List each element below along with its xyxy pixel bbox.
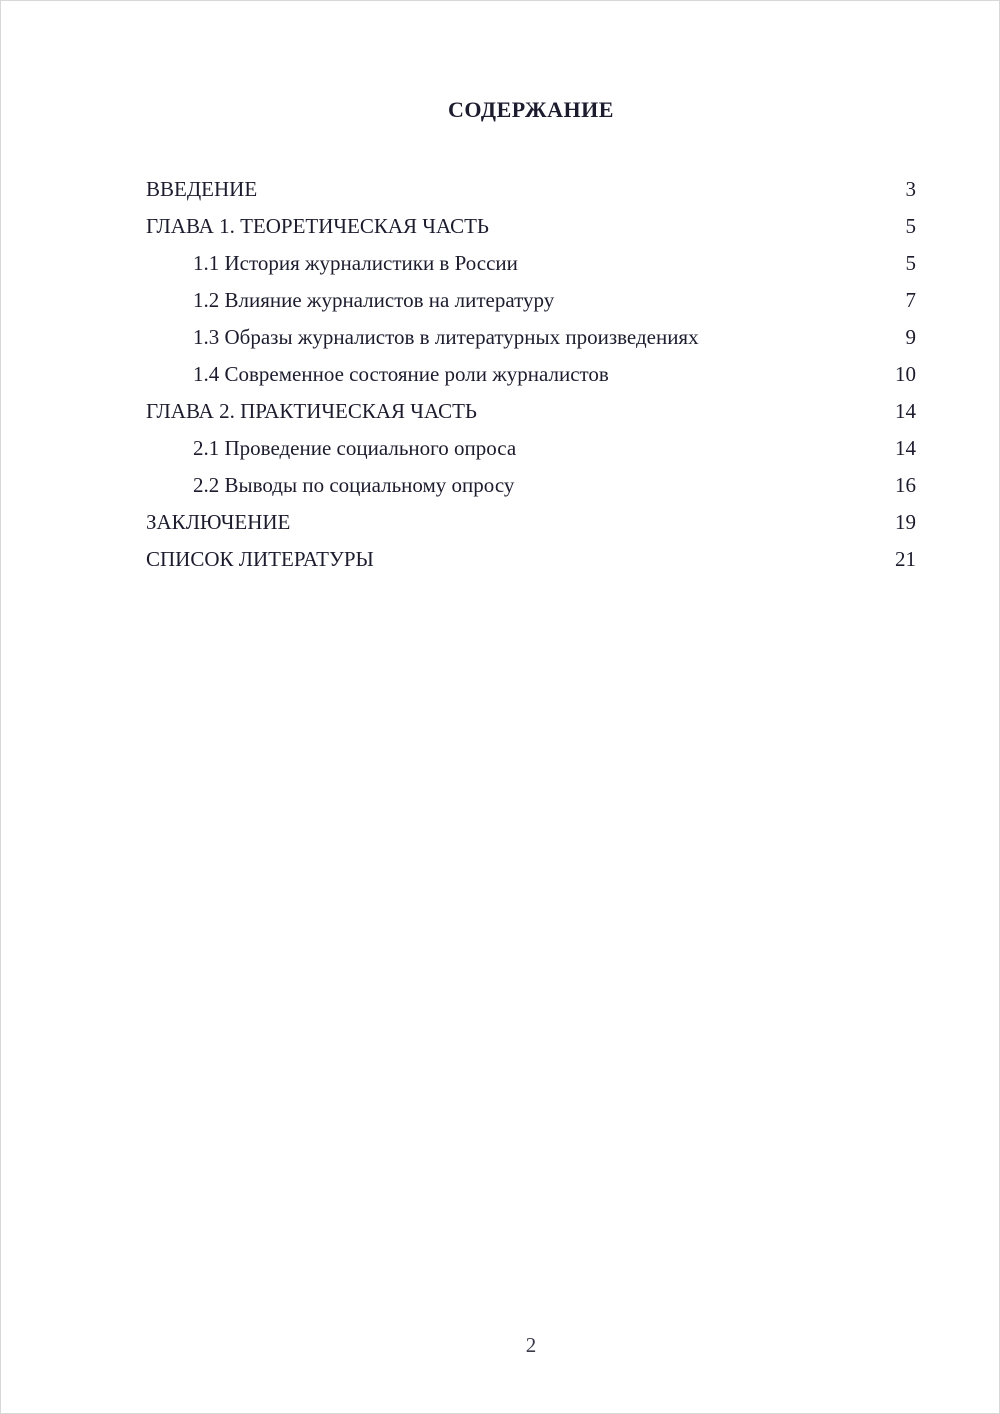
- toc-entry-label: ГЛАВА 1. ТЕОРЕТИЧЕСКАЯ ЧАСТЬ: [146, 214, 489, 238]
- toc-entry-page: 19: [895, 510, 916, 534]
- footer-page-number: 2: [525, 1333, 537, 1357]
- toc-entry-page: 7: [905, 288, 916, 312]
- toc-entry-label: 2.1 Проведение социального опроса: [193, 436, 517, 460]
- toc-entry-page: 5: [905, 214, 916, 238]
- toc-entry-label: 1.4 Современное состояние роли журналистов: [193, 362, 609, 386]
- toc-entry: [146, 356, 916, 393]
- toc-entry-page: 21: [895, 547, 916, 571]
- toc-entry-page: 14: [895, 436, 916, 460]
- toc-entry: [146, 430, 916, 467]
- toc-entry-label: 1.1 История журналистики в России: [193, 251, 518, 275]
- toc-entry-label: 2.2 Выводы по социальному опросу: [193, 473, 515, 497]
- page-title: СОДЕРЖАНИЕ: [448, 97, 614, 122]
- toc-entry-label: СПИСОК ЛИТЕРАТУРЫ: [146, 547, 374, 571]
- toc-entry: [146, 208, 916, 245]
- toc-entry-label: 1.2 Влияние журналистов на литературу: [193, 288, 555, 312]
- toc-entry-page: 16: [895, 473, 916, 497]
- toc-entry-label: ГЛАВА 2. ПРАКТИЧЕСКАЯ ЧАСТЬ: [146, 399, 477, 423]
- toc-entry-page: 9: [905, 325, 916, 349]
- toc-entry-page: 14: [895, 399, 916, 423]
- toc-entry-label: ЗАКЛЮЧЕНИЕ: [146, 510, 291, 534]
- toc-entry: [146, 171, 916, 208]
- toc-entry: [146, 393, 916, 430]
- toc-entry: [146, 541, 916, 578]
- toc-entry: [146, 245, 916, 282]
- toc-entry-label: ВВЕДЕНИЕ: [146, 177, 258, 201]
- toc-entry-label: 1.3 Образы журналистов в литературных произведениях: [193, 325, 699, 349]
- toc-entry: [146, 319, 916, 356]
- toc-entry: [146, 282, 916, 319]
- toc-entry: [146, 504, 916, 541]
- toc-entry: [146, 467, 916, 504]
- toc-entry-page: 5: [905, 251, 916, 275]
- toc-entry-page: 10: [895, 362, 916, 386]
- table-of-contents: [146, 171, 916, 578]
- toc-entry-page: 3: [905, 177, 916, 201]
